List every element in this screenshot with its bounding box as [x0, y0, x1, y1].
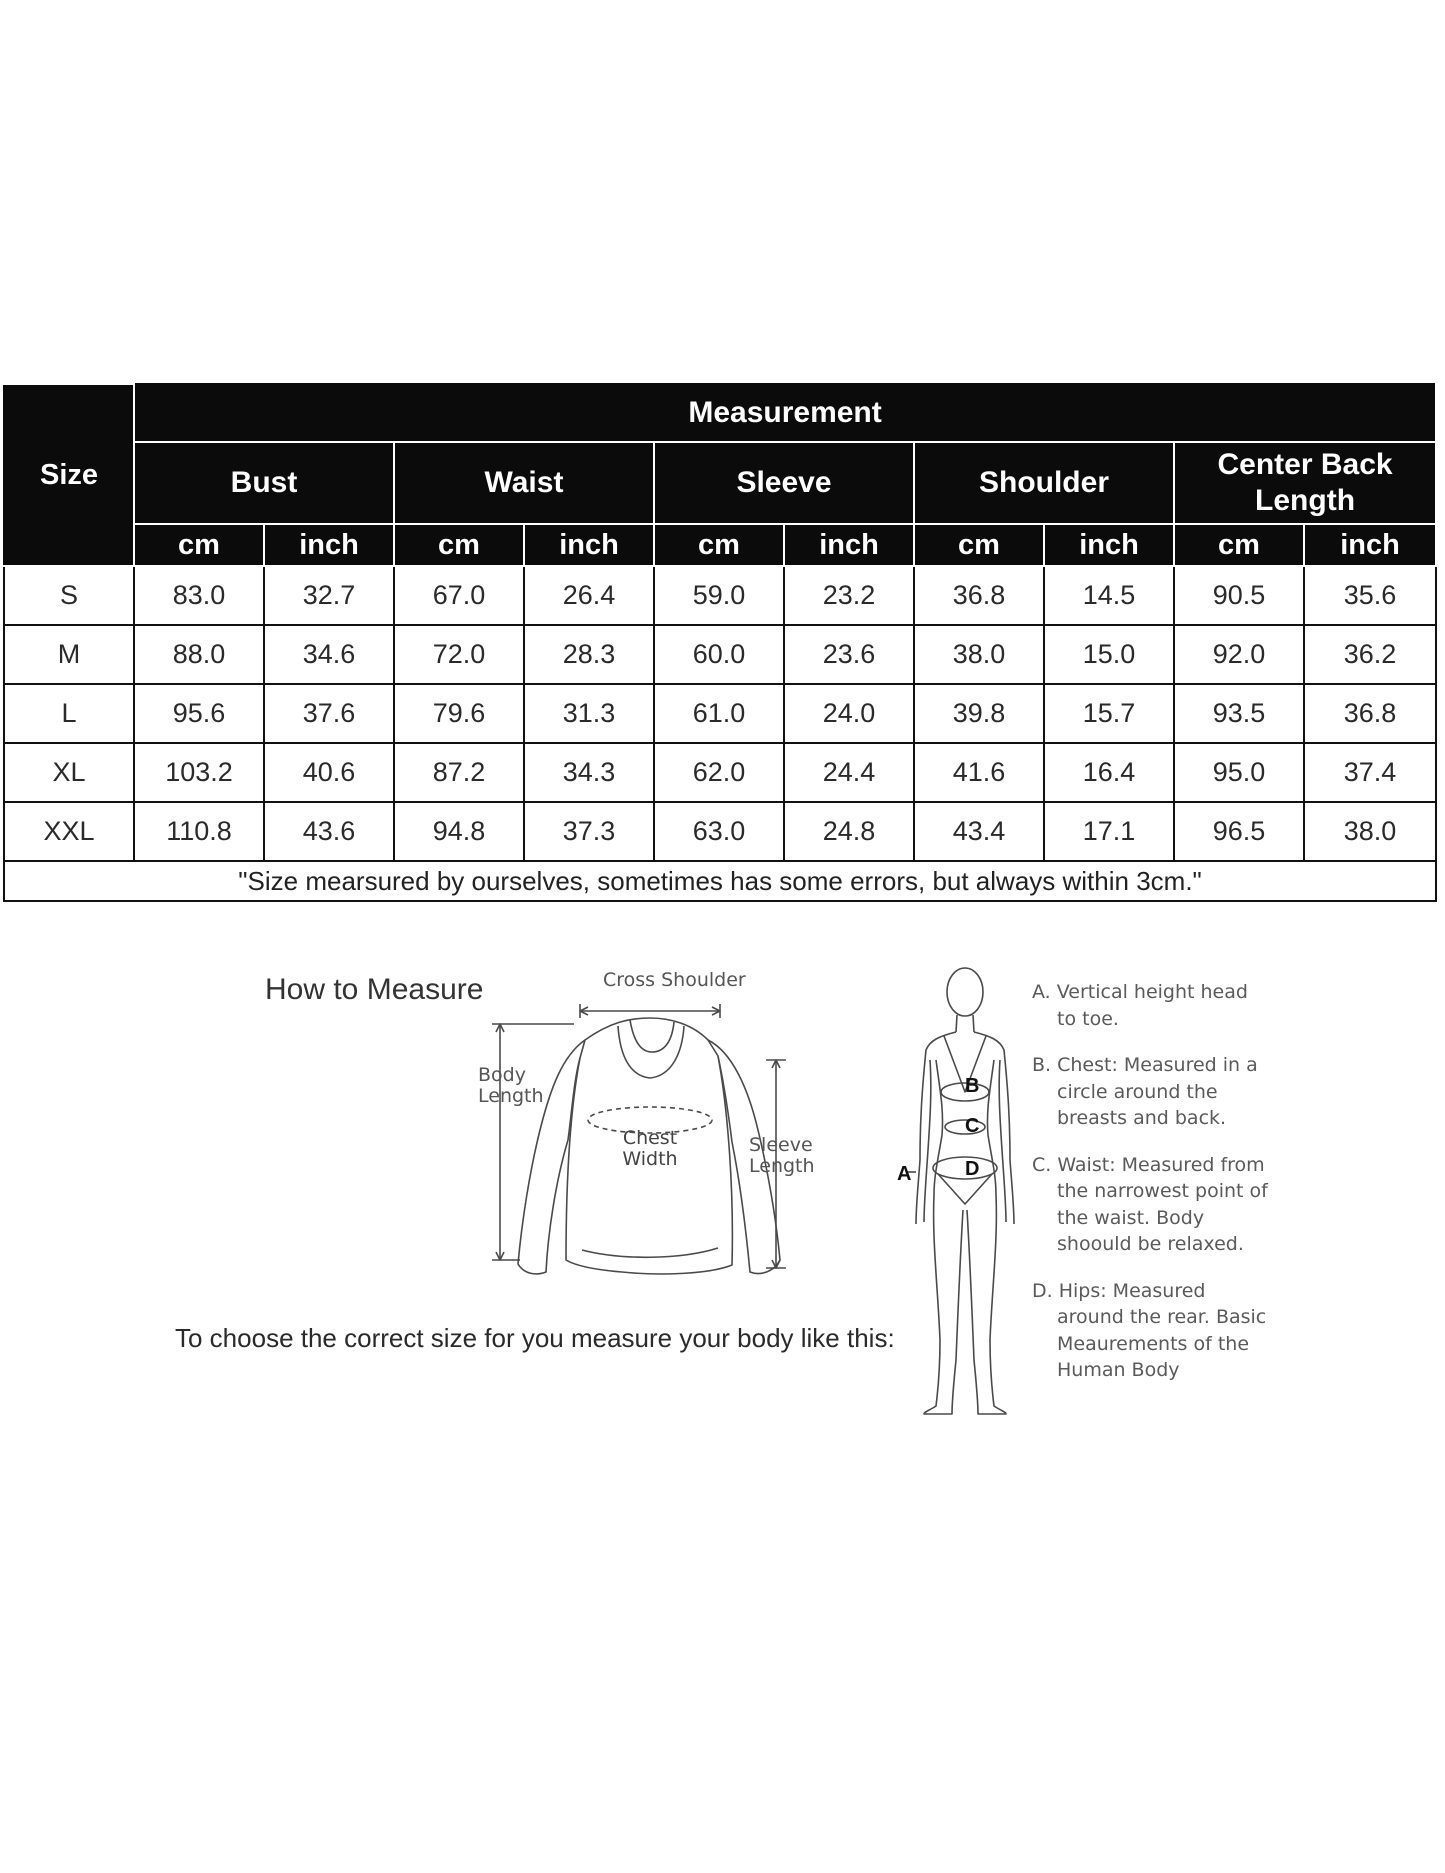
- size-cell: XL: [4, 743, 134, 802]
- value-cell: 31.3: [524, 684, 654, 743]
- value-cell: 36.2: [1304, 625, 1436, 684]
- value-cell: 94.8: [394, 802, 524, 861]
- body-letter-d: D: [965, 1158, 980, 1180]
- unit-header-cm: cm: [654, 524, 784, 566]
- value-cell: 60.0: [654, 625, 784, 684]
- table-row: [4, 566, 1436, 625]
- value-cell: 40.6: [264, 743, 394, 802]
- body-measurement-figure: [890, 960, 1040, 1420]
- note-item-b: B. Chest: Measured in a circle around the breasts and back.: [1032, 1054, 1258, 1129]
- size-cell: S: [4, 566, 134, 625]
- value-cell: 17.1: [1044, 802, 1174, 861]
- size-cell: XXL: [4, 802, 134, 861]
- value-cell: 103.2: [134, 743, 264, 802]
- unit-header-inch: inch: [1044, 524, 1174, 566]
- value-cell: 93.5: [1174, 684, 1304, 743]
- value-cell: 23.6: [784, 625, 914, 684]
- value-cell: 43.6: [264, 802, 394, 861]
- value-cell: 67.0: [394, 566, 524, 625]
- body-length-label: Body Length: [478, 1064, 544, 1107]
- value-cell: 16.4: [1044, 743, 1174, 802]
- value-cell: 24.0: [784, 684, 914, 743]
- size-cell: L: [4, 684, 134, 743]
- value-cell: 37.6: [264, 684, 394, 743]
- value-cell: 59.0: [654, 566, 784, 625]
- group-header-sleeve: Sleeve: [654, 442, 914, 524]
- cross-shoulder-label: Cross Shoulder: [603, 969, 746, 991]
- value-cell: 63.0: [654, 802, 784, 861]
- body-letter-b: B: [965, 1075, 980, 1097]
- value-cell: 90.5: [1174, 566, 1304, 625]
- value-cell: 61.0: [654, 684, 784, 743]
- unit-header-inch: inch: [784, 524, 914, 566]
- value-cell: 41.6: [914, 743, 1044, 802]
- value-cell: 24.8: [784, 802, 914, 861]
- value-cell: 34.6: [264, 625, 394, 684]
- how-to-measure-title: How to Measure: [265, 973, 484, 1006]
- value-cell: 43.4: [914, 802, 1044, 861]
- group-header-waist: Waist: [394, 442, 654, 524]
- table-row: [4, 743, 1436, 802]
- sleeve-length-label: Sleeve Length: [749, 1134, 815, 1177]
- unit-header-cm: cm: [394, 524, 524, 566]
- value-cell: 83.0: [134, 566, 264, 625]
- value-cell: 23.2: [784, 566, 914, 625]
- note-item-a: A. Vertical height head to toe.: [1032, 981, 1248, 1030]
- value-cell: 39.8: [914, 684, 1044, 743]
- note-item-c: C. Waist: Measured from the narrowest point of the waist. Body shoould be relaxed.: [1032, 1153, 1268, 1255]
- value-cell: 79.6: [394, 684, 524, 743]
- unit-header-cm: cm: [914, 524, 1044, 566]
- value-cell: 36.8: [1304, 684, 1436, 743]
- unit-header-cm: cm: [134, 524, 264, 566]
- value-cell: 92.0: [1174, 625, 1304, 684]
- value-cell: 37.3: [524, 802, 654, 861]
- group-header-bust: Bust: [134, 442, 394, 524]
- value-cell: 38.0: [914, 625, 1044, 684]
- group-header-center-back-length: Center Back Length: [1174, 442, 1436, 524]
- measurement-notes: [1032, 979, 1272, 1404]
- size-chart-table: [3, 383, 1437, 902]
- value-cell: 24.4: [784, 743, 914, 802]
- unit-header-inch: inch: [1304, 524, 1436, 566]
- unit-header-inch: inch: [524, 524, 654, 566]
- value-cell: 87.2: [394, 743, 524, 802]
- size-note: "Size mearsured by ourselves, sometimes has some errors, but always within 3cm.": [4, 861, 1436, 901]
- value-cell: 34.3: [524, 743, 654, 802]
- value-cell: 14.5: [1044, 566, 1174, 625]
- size-cell: M: [4, 625, 134, 684]
- measurement-header: Measurement: [134, 384, 1436, 442]
- value-cell: 95.6: [134, 684, 264, 743]
- unit-header-cm: cm: [1174, 524, 1304, 566]
- value-cell: 62.0: [654, 743, 784, 802]
- value-cell: 15.7: [1044, 684, 1174, 743]
- chest-width-label: Chest Width: [622, 1127, 678, 1170]
- value-cell: 32.7: [264, 566, 394, 625]
- value-cell: 96.5: [1174, 802, 1304, 861]
- table-row: [4, 625, 1436, 684]
- body-letter-a: A: [897, 1163, 912, 1185]
- sweater-measurement-diagram: [470, 960, 830, 1280]
- measure-instruction: To choose the correct size for you measure your body like this:: [175, 1323, 895, 1353]
- value-cell: 28.3: [524, 625, 654, 684]
- value-cell: 15.0: [1044, 625, 1174, 684]
- value-cell: 36.8: [914, 566, 1044, 625]
- value-cell: 37.4: [1304, 743, 1436, 802]
- group-header-shoulder: Shoulder: [914, 442, 1174, 524]
- unit-header-inch: inch: [264, 524, 394, 566]
- note-item-d: D. Hips: Measured around the rear. Basic Meaurements of the Human Body: [1032, 1279, 1267, 1381]
- value-cell: 38.0: [1304, 802, 1436, 861]
- value-cell: 72.0: [394, 625, 524, 684]
- table-row: [4, 684, 1436, 743]
- value-cell: 95.0: [1174, 743, 1304, 802]
- table-row: [4, 802, 1436, 861]
- size-header: Size: [4, 384, 134, 566]
- value-cell: 110.8: [134, 802, 264, 861]
- value-cell: 26.4: [524, 566, 654, 625]
- value-cell: 88.0: [134, 625, 264, 684]
- value-cell: 35.6: [1304, 566, 1436, 625]
- body-letter-c: C: [965, 1115, 980, 1137]
